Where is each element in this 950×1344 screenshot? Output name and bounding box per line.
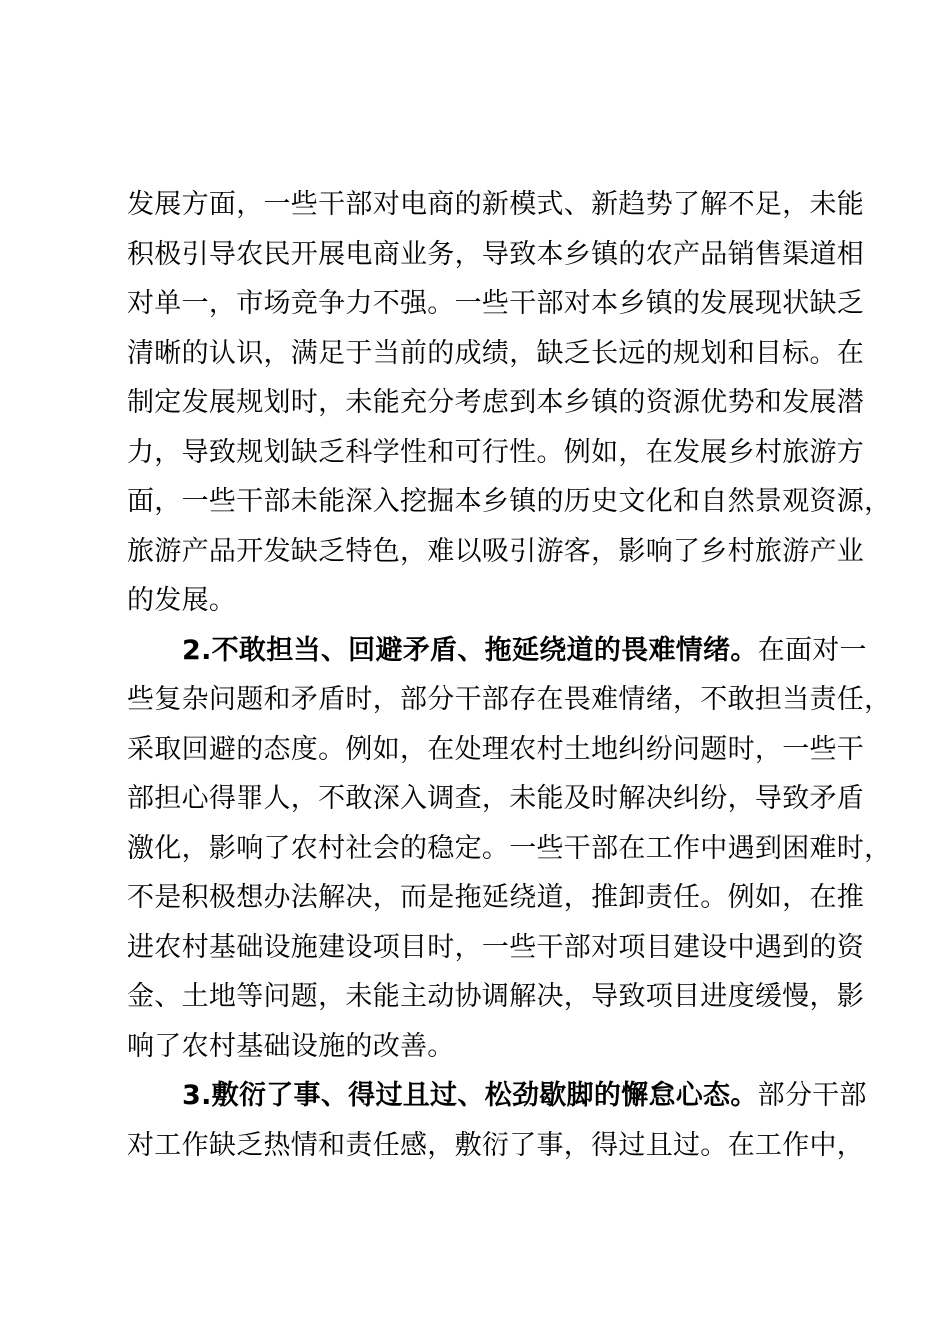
paragraph-line: 旅游产品开发缺乏特色，难以吸引游客，影响了乡村旅游产业 bbox=[127, 535, 865, 567]
paragraph-line: 部担心得罪人，不敢深入调查，未能及时解决纠纷，导致矛盾 bbox=[127, 783, 865, 814]
paragraph-line: 力，导致规划缺乏科学性和可行性。例如，在发展乡村旅游方 bbox=[127, 436, 865, 468]
paragraph-text: 部分干部 bbox=[757, 1080, 867, 1111]
section-heading: 3.敷衍了事、得过且过、松劲歇脚的懈怠心态。 bbox=[182, 1080, 758, 1111]
paragraph-line: 清晰的认识，满足于当前的成绩，缺乏长远的规划和目标。在 bbox=[127, 337, 865, 369]
paragraph-line: 金、土地等问题，未能主动协调解决，导致项目进度缓慢，影 bbox=[127, 981, 865, 1012]
paragraph-line: 面，一些干部未能深入挖掘本乡镇的历史文化和自然景观资源， bbox=[127, 486, 892, 517]
paragraph-line: 的发展。 bbox=[127, 585, 237, 616]
paragraph-line: 制定发展规划时，未能充分考虑到本乡镇的资源优势和发展潜 bbox=[127, 387, 865, 418]
paragraph-text: 在面对一 bbox=[757, 634, 867, 666]
paragraph-line: 采取回避的态度。例如，在处理农村土地纠纷问题时，一些干 bbox=[127, 733, 865, 765]
section-heading: 2.不敢担当、回避矛盾、拖延绕道的畏难情绪。 bbox=[182, 634, 758, 666]
paragraph-line: 发展方面，一些干部对电商的新模式、新趋势了解不足，未能 bbox=[127, 189, 865, 220]
paragraph-line: 对单一，市场竞争力不强。一些干部对本乡镇的发展现状缺乏 bbox=[127, 288, 865, 319]
paragraph-first-line bbox=[127, 1071, 867, 1121]
paragraph-line: 激化，影响了农村社会的稳定。一些干部在工作中遇到困难时， bbox=[127, 832, 892, 864]
paragraph-line: 对工作缺乏热情和责任感，敷衍了事，得过且过。在工作中， bbox=[127, 1129, 865, 1161]
paragraph-line: 响了农村基础设施的改善。 bbox=[127, 1030, 455, 1062]
body-text bbox=[127, 180, 892, 1170]
paragraph-line: 些复杂问题和矛盾时，部分干部存在畏难情绪，不敢担当责任， bbox=[127, 684, 892, 715]
paragraph-line: 不是积极想办法解决，而是拖延绕道，推卸责任。例如，在推 bbox=[127, 882, 865, 913]
paragraph-line: 进农村基础设施建设项目时，一些干部对项目建设中遇到的资 bbox=[127, 931, 865, 963]
paragraph-first-line bbox=[127, 626, 867, 676]
paragraph-line: 积极引导农民开展电商业务，导致本乡镇的农产品销售渠道相 bbox=[127, 238, 865, 270]
